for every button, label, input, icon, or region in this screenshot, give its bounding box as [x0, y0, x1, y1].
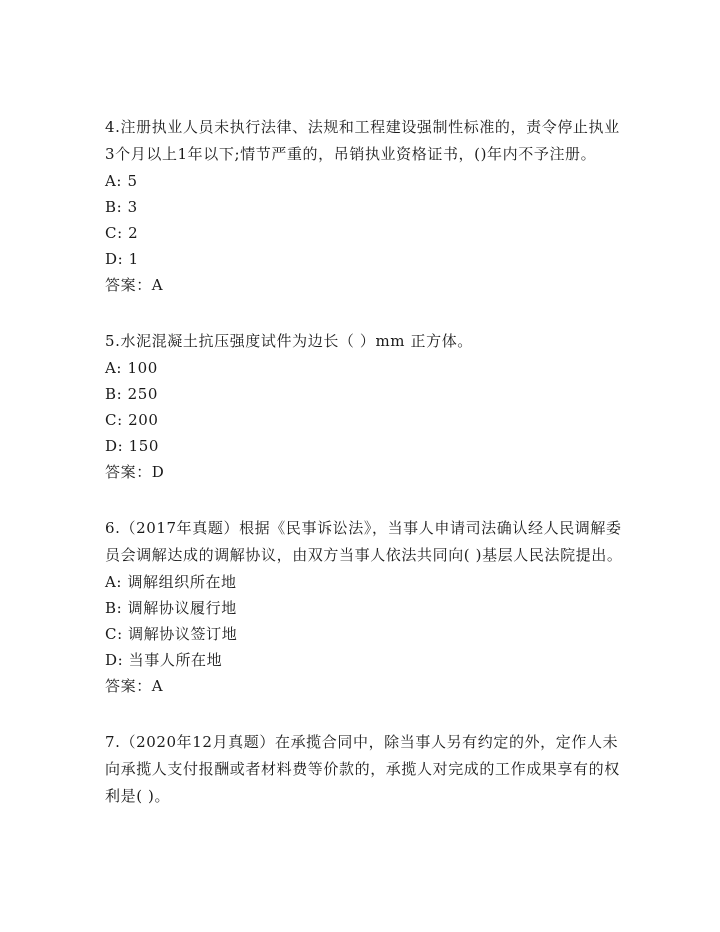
option-a: A: 5: [105, 172, 138, 190]
answer: 答案：A: [105, 677, 164, 695]
option-b: B: 250: [105, 385, 159, 403]
option-a: A: 100: [105, 359, 158, 377]
question-7: [105, 729, 625, 810]
answer: 答案：D: [105, 463, 165, 481]
question-stem: 7.（2020年12月真题）在承揽合同中，除当事人另有约定的外，定作人未向承揽人支付报酬或者材料费等价款的，承揽人对完成的工作成果享有的权利是( )。: [105, 733, 620, 805]
option-a: A: 调解组织所在地: [105, 573, 237, 591]
question-stem: 6.（2017年真题）根据《民事诉讼法》，当事人申请司法确认经人民调解委员会调解达成的调解协议，由双方当事人依法共同向( )基层人民法院提出。: [105, 519, 623, 564]
question-4: [105, 114, 625, 298]
option-c: C: 2: [105, 224, 139, 242]
option-d: D: 1: [105, 250, 139, 268]
option-c: C: 调解协议签订地: [105, 625, 238, 643]
option-b: B: 调解协议履行地: [105, 599, 237, 617]
question-stem: 5.水泥混凝土抗压强度试件为边长（ ）mm 正方体。: [105, 332, 473, 350]
question-5: [105, 328, 625, 485]
option-b: B: 3: [105, 198, 138, 216]
question-6: [105, 515, 625, 699]
answer: 答案：A: [105, 276, 164, 294]
option-c: C: 200: [105, 411, 159, 429]
question-stem: 4.注册执业人员未执行法律、法规和工程建设强制性标准的，责令停止执业3个月以上1年以下;情节严重的，吊销执业资格证书，()年内不予注册。: [105, 118, 620, 163]
option-d: D: 150: [105, 437, 160, 455]
document-page: [105, 114, 625, 840]
option-d: D: 当事人所在地: [105, 651, 223, 669]
